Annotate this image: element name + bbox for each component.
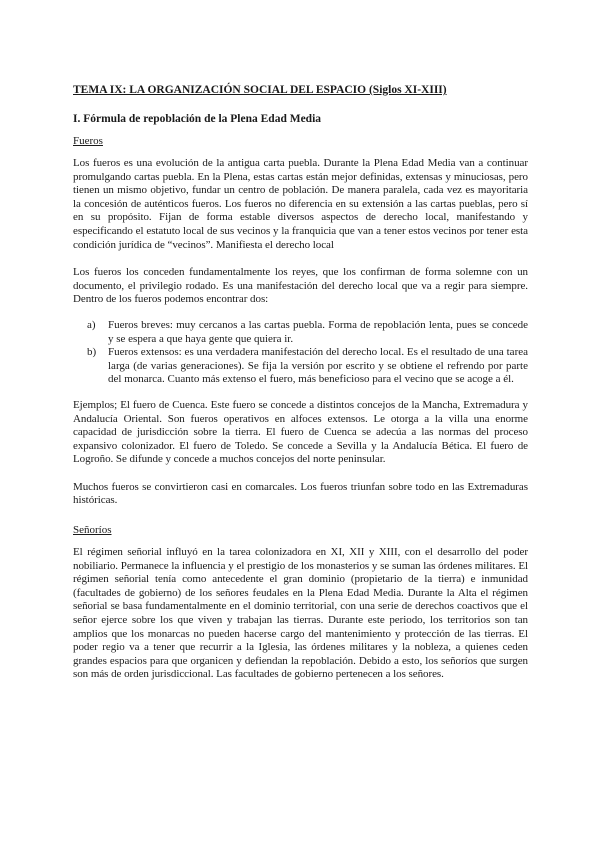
fueros-types-list [73, 319, 528, 387]
list-item [87, 319, 528, 346]
list-item-text: Fueros breves: muy cercanos a las cartas puebla. Forma de repoblación lenta, pues se concede y se espera a que haya gente que quiera ir. [108, 318, 528, 345]
list-item-text: Fueros extensos: es una verdadera manifestación del derecho local. Es el resultado de una tarea larga (de varias generaciones). Se fija la versión por escrito y se obtiene el refrendo por parte del monarca. Cuanto más extenso el fuero, más beneficioso para el vecino que se acoge a él. [108, 346, 528, 386]
senorios-heading: Señoríos [73, 524, 112, 537]
senorios-paragraph-1: El régimen señorial influyó en la tarea colonizadora en XI, XII y XIII, con el desarrollo del poder nobiliario. Permanece la influencia y el prestigio de los monasterios y se suman las órdenes militares. El régimen señorial tenía como antecedente el gran dominio (propietario de la tierra) e inmunidad (facultades de gobierno) de los señores feudales en la Plena Edad Media. Durante la Alta el régimen señorial se basa fundamentalmente en el dominio territorial, con una serie de derechos coactivos que el señor ejerce sobre los que viven y trabajan las tierras. Durante este periodo, los territorios son tan amplios que los monarcas no pueden hacerse cargo del mantenimiento y protección de las tierras. El poder regio va a tener que recurrir a la Iglesia, las órdenes militares y la nobleza, a quienes ceden grandes espacios para que organicen y defiendan la repoblación. Debido a esto, los señoríos que surgen son más de orden jurisdiccional. Las facultades de gobierno pertenecen a los señores. [73, 546, 528, 681]
fueros-heading: Fueros [73, 135, 103, 147]
section-heading: I. Fórmula de repoblación de la Plena Edad Media [73, 113, 322, 125]
list-marker: a) [87, 318, 96, 331]
fueros-paragraph-1: Los fueros es una evolución de la antigua carta puebla. Durante la Plena Edad Media van a continuar promulgando cartas puebla. En la Plena, estas cartas están mejor definidas, extensas y minuciosas, pero tienen un mismo objetivo, fundar un centro de población. De manera paralela, cada vez es mayoritaria la concesión de auténticos fueros. Los fueros no diferencia en su extensión a las cartas pueblas, pero sí en su propósito. Fijan de forma estable diversos aspectos de derecho local, manifestando y especificando el estatuto local de sus vecinos y la franquicia que van a tener estos vecinos por tener esta condición jurídica de “vecinos”. Manifiesta el derecho local [73, 157, 528, 251]
fueros-paragraph-4: Muchos fueros se convirtieron casi en comarcales. Los fueros triunfan sobre todo en las Extremaduras históricas. [73, 480, 528, 507]
fueros-paragraph-3: Ejemplos; El fuero de Cuenca. Este fuero se concede a distintos concejos de la Mancha, Extremadura y Andalucía Oriental. Son fueros operativos en alfoces extensos. Le otorga a la villa una enorme capacidad de jurisdicción sobre la tierra. El fuero de Cuenca se adecúa a las normas del proceso expansivo colonizador. El fuero de Toledo. Se concede a Sevilla y la Andalucía Bética. El fuero de Logroño. Se difunde y concede a muchos concejos del norte peninsular. [73, 398, 528, 466]
list-item [87, 346, 528, 387]
list-marker: b) [87, 346, 97, 359]
fueros-paragraph-2: Los fueros los conceden fundamentalmente los reyes, que los confirman de forma solemne con un documento, el privilegio rodado. Es una manifestación del derecho local que va a regir para siempre. Dentro de los fueros podemos encontrar dos: [73, 266, 528, 306]
document-title: TEMA IX: LA ORGANIZACIÓN SOCIAL DEL ESPACIO (Siglos XI-XIII) [73, 84, 447, 96]
